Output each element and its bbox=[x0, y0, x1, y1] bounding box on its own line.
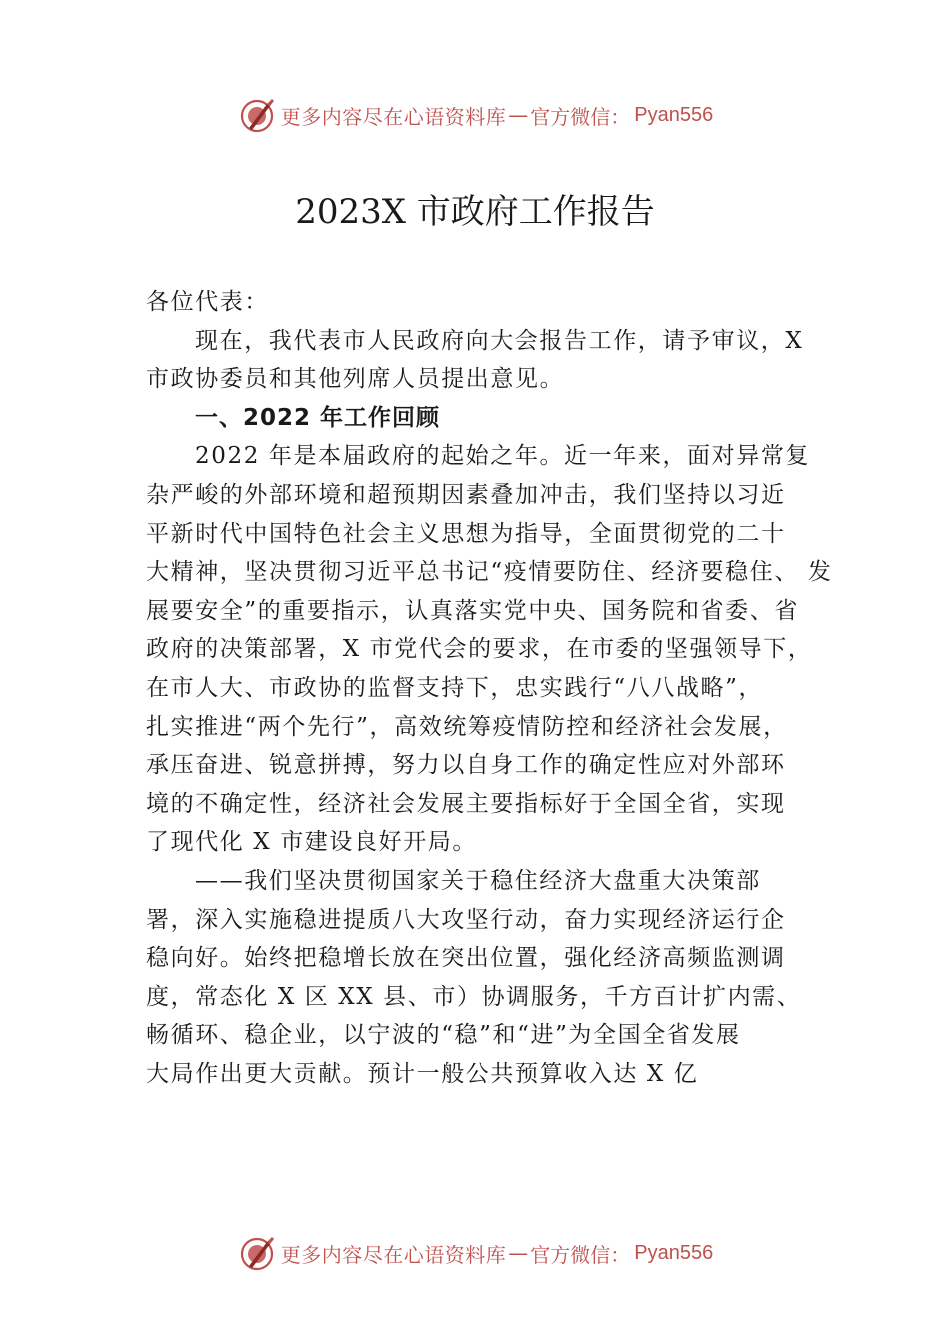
body-line: 政府的决策部署，X 市党代会的要求，在市委的坚强领导下， bbox=[146, 636, 813, 663]
pen-logo-icon bbox=[237, 1233, 277, 1273]
body-line: 承压奋进、锐意拼搏，努力以自身工作的确定性应对外部环 bbox=[146, 752, 786, 779]
pen-logo-icon bbox=[237, 95, 277, 135]
banner-wechat-id: Pyan556 bbox=[634, 1241, 714, 1264]
body-line: 畅循环、稳企业，以宁波的“稳”和“进”为全国全省发展 bbox=[146, 1022, 741, 1049]
body-line: 市政协委员和其他列席人员提出意见。 bbox=[146, 366, 565, 393]
body-line: 扎实推进“两个先行”，高效统筹疫情防控和经济社会发展， bbox=[146, 713, 788, 740]
banner-text: 更多内容尽在心语资料库 bbox=[280, 1242, 507, 1267]
document-body bbox=[146, 283, 833, 1093]
banner-wechat-id: Pyan556 bbox=[634, 103, 714, 126]
body-line: 杂严峻的外部环境和超预期因素叠加冲击，我们坚持以习近 bbox=[146, 481, 786, 508]
body-line: 现在，我代表市人民政府向大会报告工作，请予审议，X bbox=[195, 327, 804, 354]
section-heading: 一、2022 年工作回顾 bbox=[195, 404, 441, 431]
body-line: 2022 年是本届政府的起始之年。近一年来，面对异常复 bbox=[195, 443, 811, 470]
body-line: 署，深入实施稳进提质八大攻坚行动，奋力实现经济运行企 bbox=[146, 906, 786, 933]
body-line: 稳向好。始终把稳增长放在突出位置，强化经济高频监测调 bbox=[146, 945, 786, 972]
banner-separator: — bbox=[508, 1241, 529, 1265]
body-line: 大局作出更大贡献。预计一般公共预算收入达 X 亿 bbox=[146, 1060, 699, 1087]
banner-text: 更多内容尽在心语资料库 bbox=[280, 104, 507, 129]
body-line: 展要安全”的重要指示，认真落实党中央、国务院和省委、省 bbox=[146, 597, 799, 624]
salutation: 各位代表： bbox=[146, 289, 269, 315]
body-line: 平新时代中国特色社会主义思想为指导，全面贯彻党的二十 bbox=[146, 520, 786, 547]
body-line: 在市人大、市政协的监督支持下，忠实践行“八八战略”， bbox=[146, 674, 764, 701]
body-line: ——我们坚决贯彻国家关于稳住经济大盘重大决策部 bbox=[195, 867, 761, 894]
banner-separator: — bbox=[508, 103, 529, 127]
header-banner bbox=[0, 93, 950, 137]
body-line: 了现代化 X 市建设良好开局。 bbox=[146, 829, 477, 856]
document-title: 2023X 市政府工作报告 bbox=[295, 192, 655, 232]
body-line: 境的不确定性，经济社会发展主要指标好于全国全省，实现 bbox=[146, 790, 786, 817]
banner-wechat-label: 官方微信： bbox=[530, 104, 631, 129]
footer-banner bbox=[0, 1231, 950, 1275]
body-line: 度，常态化 X 区 XX 县、市）协调服务，千方百计扩内需、 bbox=[146, 983, 802, 1010]
body-line: 大精神，坚决贯彻习近平总书记“疫情要防住、经济要稳住、 发 bbox=[146, 559, 833, 586]
banner-wechat-label: 官方微信： bbox=[530, 1242, 631, 1267]
